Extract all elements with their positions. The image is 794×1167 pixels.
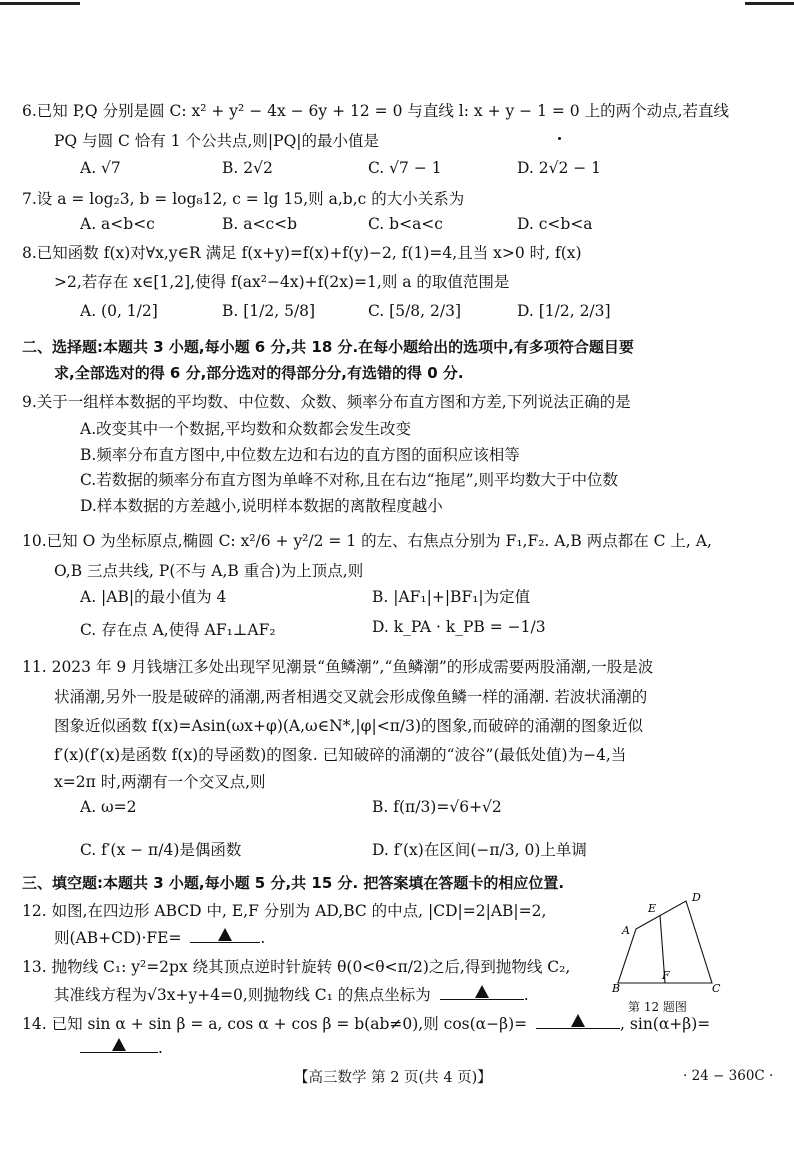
footer-page-info: 【高三数学 第 2 页(共 4 页)】: [294, 1070, 492, 1086]
q10-option-d: D. k_PA · k_PB = −1/3: [372, 618, 546, 636]
q8-option-b: B. [1/2, 5/8]: [222, 302, 316, 320]
q9-option-b: B.频率分布直方图中,中位数左边和右边的直方图的面积应该相等: [80, 446, 520, 464]
section2-heading-line1: 二、选择题:本题共 3 小题,每小题 6 分,共 18 分.在每小题给出的选项中,有多项符合题目要: [22, 338, 634, 356]
q11-stem-line4: f′(x)(f′(x)是函数 f(x)的导函数)的图象. 已知破碎的涌潮的“波谷”(最低处值)为−4,当: [54, 746, 627, 764]
q8-option-d: D. [1/2, 2/3]: [517, 302, 611, 320]
q13-answer-blank[interactable]: [440, 985, 524, 1000]
answer-triangle-icon: [218, 928, 232, 941]
top-rule-left: [0, 2, 80, 5]
q8-stem-line2: >2,若存在 x∈[1,2],使得 f(ax²−4x)+f(2x)=1,则 a 的取值范围是: [54, 273, 510, 291]
q9-option-a: A.改变其中一个数据,平均数和众数都会发生改变: [80, 420, 412, 438]
q12-stem-line1: 12. 如图,在四边形 ABCD 中, E,F 分别为 AD,BC 的中点, |CD|=2|AB|=2,: [22, 902, 547, 920]
q9-option-c: C.若数据的频率分布直方图为单峰不对称,且在右边“拖尾”,则平均数大于中位数: [80, 471, 618, 489]
q10-option-b: B. |AF₁|+|BF₁|为定值: [372, 588, 531, 606]
label-e: E: [648, 902, 657, 915]
q11-option-a: A. ω=2: [80, 798, 137, 816]
answer-triangle-icon: [112, 1038, 126, 1051]
q14-answer-blank-1[interactable]: [536, 1014, 620, 1029]
q7-option-c: C. b<a<c: [368, 215, 443, 233]
q6-option-b: B. 2√2: [222, 159, 273, 177]
section2-heading-line2: 求,全部选对的得 6 分,部分选对的得部分分,有选错的得 0 分.: [54, 364, 464, 382]
q7-option-d: D. c<b<a: [517, 215, 593, 233]
section3-heading: 三、填空题:本题共 3 小题,每小题 5 分,共 15 分. 把答案填在答题卡的相应位置.: [22, 874, 565, 892]
q6-option-c: C. √7 − 1: [368, 159, 442, 177]
q13-stem-line1: 13. 抛物线 C₁: y²=2px 绕其顶点逆时针旋转 θ(0<θ<π/2)之后,得到抛物线 C₂,: [22, 958, 571, 976]
q10-option-c: C. 存在点 A,使得 AF₁⊥AF₂: [80, 621, 276, 639]
q6-stem-line1: 6.已知 P,Q 分别是圆 C: x² + y² − 4x − 6y + 12 = 0 与直线 l: x + y − 1 = 0 上的两个动点,若直线: [22, 102, 729, 120]
q11-stem-line5: x=2π 时,两潮有一个交叉点,则: [54, 773, 266, 791]
q14-stem-text-2: , sin(α+β)=: [620, 1015, 711, 1033]
label-f: F: [662, 969, 670, 982]
q9-stem: 9.关于一组样本数据的平均数、中位数、众数、频率分布直方图和方差,下列说法正确的是: [22, 393, 631, 411]
answer-triangle-icon: [475, 985, 489, 998]
q11-stem-line2: 状涌潮,另外一股是破碎的涌潮,两者相遇交叉就会形成像鱼鳞一样的涌潮. 若波状涌潮的: [54, 688, 648, 706]
q14-stem-line2: .: [80, 1038, 163, 1057]
speck-mark: [558, 137, 561, 140]
q10-option-a: A. |AB|的最小值为 4: [80, 588, 227, 606]
q6-stem-line2: PQ 与圆 C 恰有 1 个公共点,则|PQ|的最小值是: [54, 132, 380, 150]
q11-stem-line1: 11. 2023 年 9 月钱塘江多处出现罕见潮景“鱼鳞潮”,“鱼鳞潮”的形成需要两股涌潮,一股是波: [22, 658, 654, 676]
q6-option-d: D. 2√2 − 1: [517, 159, 602, 177]
q14-stem-line1: [22, 1012, 710, 1034]
q13-stem-line2: 其准线方程为√3x+y+4=0,则抛物线 C₁ 的焦点坐标为 .: [54, 986, 529, 1004]
label-d: D: [692, 891, 701, 904]
q13-stem-line2-text: 其准线方程为√3x+y+4=0,则抛物线 C₁ 的焦点坐标为: [54, 986, 431, 1004]
q12-figure: [608, 888, 726, 996]
q12-figure-caption: 第 12 题图: [628, 1000, 687, 1014]
label-a: A: [622, 924, 630, 937]
label-c: C: [712, 982, 721, 995]
q7-option-b: B. a<c<b: [222, 215, 298, 233]
q11-option-c: C. f′(x − π/4)是偶函数: [80, 841, 242, 859]
q12-stem-line2: 则(AB+CD)·FE= .: [54, 929, 266, 947]
footer-code: · 24 − 360C ·: [683, 1068, 774, 1084]
q7-stem: 7.设 a = log₂3, b = log₈12, c = lg 15,则 a,b,c 的大小关系为: [22, 190, 465, 208]
q12-stem-line2-text: 则(AB+CD)·FE=: [54, 929, 182, 947]
q11-option-d: D. f′(x)在区间(−π/3, 0)上单调: [372, 841, 587, 859]
q12-answer-blank[interactable]: [190, 928, 260, 943]
q14-answer-blank-2[interactable]: [80, 1038, 158, 1053]
q10-stem-line2: O,B 三点共线, P(不与 A,B 重合)为上顶点,则: [54, 562, 364, 580]
q6-option-a: A. √7: [80, 159, 121, 177]
q7-option-a: A. a<b<c: [80, 215, 155, 233]
q11-stem-line3: 图象近似函数 f(x)=Asin(ωx+φ)(A,ω∈N*,|φ|<π/3)的图象,而破碎的涌潮的图象近似: [54, 717, 643, 735]
q11-option-b: B. f(π/3)=√6+√2: [372, 798, 502, 816]
q8-option-a: A. (0, 1/2]: [80, 302, 158, 320]
q10-stem-line1: 10.已知 O 为坐标原点,椭圆 C: x²/6 + y²/2 = 1 的左、右焦点分别为 F₁,F₂. A,B 两点都在 C 上, A,: [22, 532, 712, 550]
top-rule-right: [745, 2, 794, 5]
q8-option-c: C. [5/8, 2/3]: [368, 302, 461, 320]
q9-option-d: D.样本数据的方差越小,说明样本数据的离散程度越小: [80, 497, 443, 515]
label-b: B: [612, 982, 621, 995]
answer-triangle-icon: [571, 1014, 585, 1027]
q14-stem-text: 14. 已知 sin α + sin β = a, cos α + cos β = b(ab≠0),则 cos(α−β)=: [22, 1015, 528, 1033]
q8-stem-line1: 8.已知函数 f(x)对∀x,y∈R 满足 f(x+y)=f(x)+f(y)−2, f(1)=4,且当 x>0 时, f(x): [22, 244, 582, 262]
